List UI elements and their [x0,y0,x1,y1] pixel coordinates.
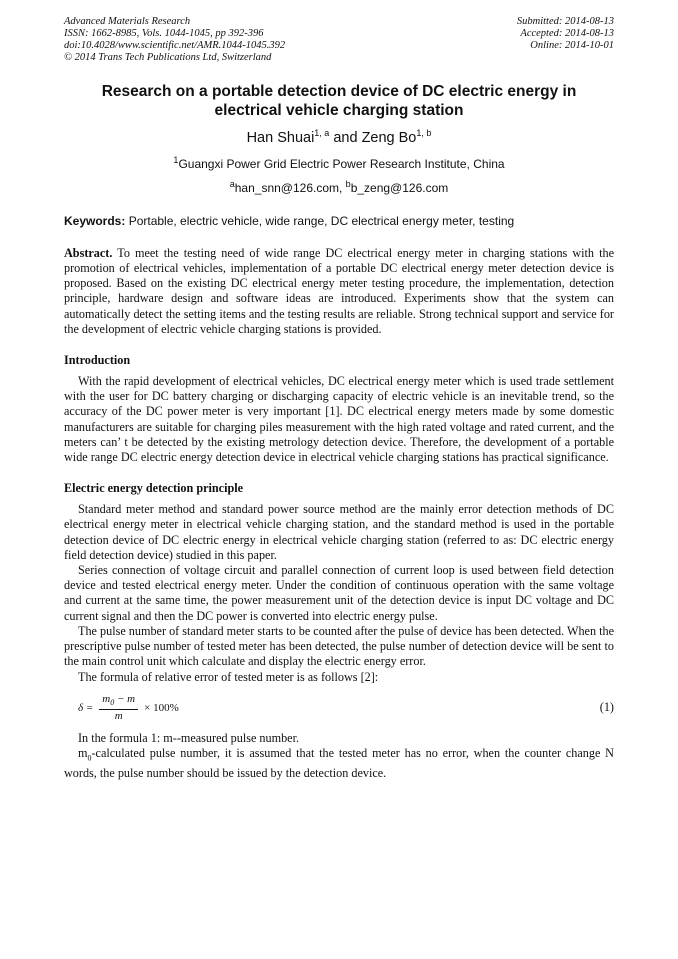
affiliation-sup: 1 [173,154,179,165]
online-date: Online: 2014-10-01 [530,40,614,51]
introduction-heading: Introduction [64,353,131,368]
introduction-paragraph: With the rapid development of electrical vehicles, DC electrical energy meter which is used trade settlement with the user for DC battery charging or discharging capacity of electric vehicle is an inevitable trend, so the accuracy of the DC power meter is very important [1]. DC electrical energy meters made by some domestic manufacturers are suitable for charging piles measurement with the high rated voltage and rated current, and the meters can’ t be detected by the existing metrology detection device. Therefore, the development of a portable wide range DC electric energy detection device in electrical vehicle charging stations has practical significance. [64,374,614,465]
formula-num-m: m [102,692,111,705]
author-1: Han Shuai [246,129,315,146]
principle-paragraph-1: Standard meter method and standard power source method are the mainly error detection methods of DC electrical energy meter in electrical vehicle charging station, and the standard method is used in the portable detection device of DC electric energy in electrical vehicle charging station (referred to as: DC electric energy field detection device) studied in this paper. [64,502,614,562]
journal-name: Advanced Materials Research [64,16,191,27]
author-and: and [329,129,362,146]
author-list [64,124,614,147]
equation-number: (1) [599,700,614,715]
journal-info [64,16,285,64]
journal-doi: doi:10.4028/www.scientific.net/AMR.1044-1045.392 [64,40,286,51]
principle-paragraph-3: The pulse number of standard meter starts to be counted after the pulse of device has been detected. When the prescriptive pulse number of tested meter has been detected, the pulse number of detection device will be sent to the main control unit which calculate and display the electric energy error. [64,623,614,669]
title-line-1: Research on a portable detection device of DC electric energy in [101,83,577,100]
email-a: han_snn@126.com, [234,180,346,195]
relative-error-formula [78,693,179,723]
abstract-label: Abstract. [64,245,113,260]
title-line-2: electrical vehicle charging station [214,102,464,119]
formula-numerator [99,693,138,710]
submitted-date: Submitted: 2014-08-13 [516,16,614,27]
keywords-label: Keywords: [64,213,126,228]
m0-definition: -calculated pulse number, it is assumed that the tested meter has no error, when the counter change N words, the pulse number should be issued by the detection device. [64,745,614,780]
email-b: b_zeng@126.com [350,180,449,195]
formula-denominator: m [114,709,123,722]
formula-rhs: × 100% [144,701,179,714]
affiliation [64,153,614,172]
principle-paragraph-2: Series connection of voltage circuit and parallel connection of current loop is used between field detection device and tested electrical energy meter. Under the condition of continuous operation with the same voltage and current at the same time, the power measurement unit of the detection device is input DC voltage and DC current signal and then the DC power is converted into electric energy pulse. [64,563,614,623]
principle-paragraph-4: The formula of relative error of tested meter is as follows [2]: [78,669,379,684]
equation-1 [64,691,614,725]
paper-title [64,82,614,120]
author-2: Zeng Bo [361,129,417,146]
formula-fraction [99,693,138,723]
author-2-sup: 1, b [416,128,432,138]
journal-header [64,16,614,64]
m0-symbol: m [78,745,88,760]
keywords [64,214,614,229]
abstract [64,246,614,337]
accepted-date: Accepted: 2014-08-13 [520,28,614,39]
journal-copyright: © 2014 Trans Tech Publications Ltd, Switzerland [64,52,272,63]
formula-num-sub: 0 [110,697,115,707]
journal-issn: ISSN: 1662-8985, Vols. 1044-1045, pp 392-396 [64,28,264,39]
principle-heading: Electric energy detection principle [64,481,244,496]
principle-paragraph-5: In the formula 1: m--measured pulse number. [78,730,300,745]
m0-subscript: 0 [87,753,92,763]
author-emails [64,177,614,196]
affiliation-text: Guangxi Power Grid Electric Power Research Institute, China [178,156,505,171]
formula-num-rest: − m [114,692,136,705]
email-b-sup: b [345,178,351,189]
principle-paragraph-6 [64,746,614,781]
author-1-sup: 1, a [314,128,330,138]
submission-dates [517,16,614,64]
formula-lhs: δ = [78,701,94,714]
abstract-text: To meet the testing need of wide range DC electrical energy meter in charging stations with the promotion of electrical vehicles, implementation of a portable DC electrical energy meter detection device is proposed. Based on the existing DC electrical energy meter testing procedure, the implementation, detection principle, hardware design and software ideas are introduced. Experiments show that the system can automatically detect the setting items and the testing results are reliable. Strong technical support and service for the development of electric vehicle charging stations is provided. [64,245,614,336]
email-a-sup: a [229,178,235,189]
keywords-text: Portable, electric vehicle, wide range, DC electrical energy meter, testing [125,213,515,228]
